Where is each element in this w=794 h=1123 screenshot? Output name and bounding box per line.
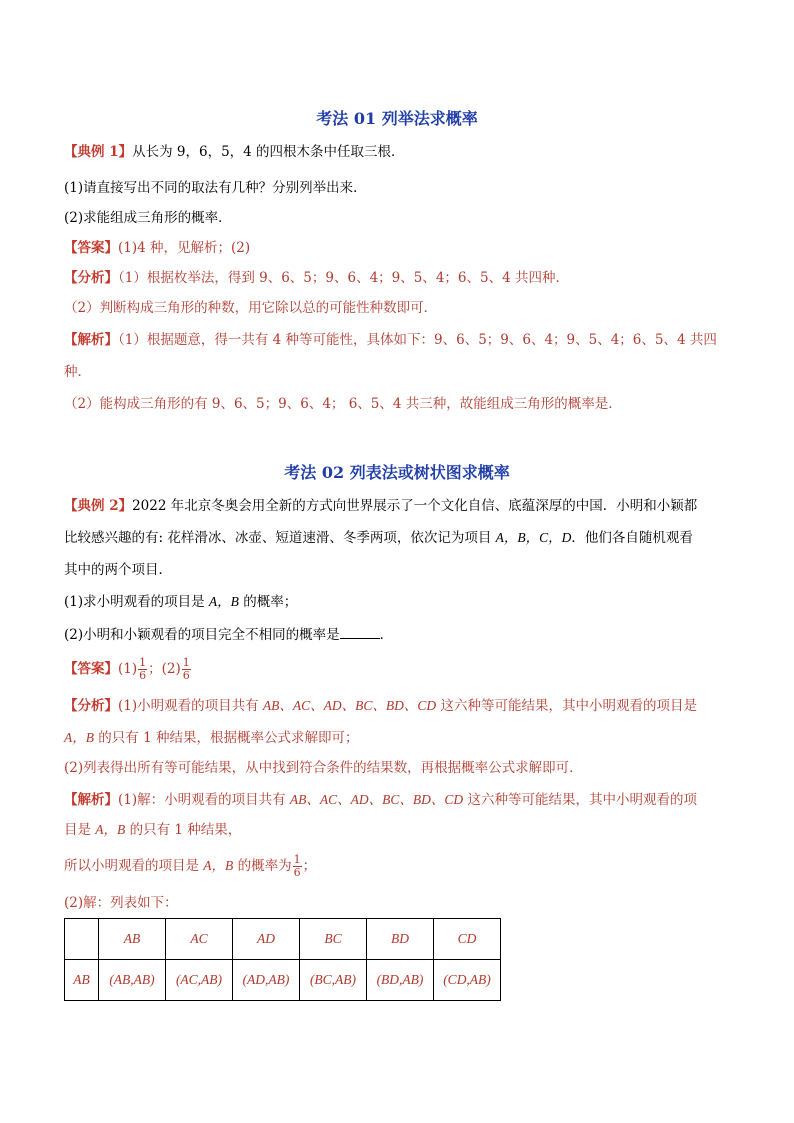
question-text: (1)求小明观看的项目是 [64,594,209,610]
solution-1-part2: （2）能构成三角形的有 9、6、5；9、6、4； 6、5、4 共三种，故能组成三角形的概率是． [64,396,622,412]
table-header-cell: AC [166,919,233,960]
fraction [182,657,191,682]
fraction-denominator: 6 [139,669,147,682]
analysis-text: 的只有 1 种结果，根据概率公式求解即可； [94,730,359,746]
fraction-numerator: 1 [182,656,190,669]
answer-blank [340,624,380,639]
solution-text: （1）根据题意，得一共有 4 种等可能性，具体如下：9、6、5；9、6、4；9、5、4；6、5、4 共四 [118,332,717,348]
example-text: 2022 年北京冬奥会用全新的方式向世界展示了一个文化自信、底蕴深厚的中国．小明和小颖都 [132,498,698,514]
fraction-denominator: 6 [182,669,190,682]
item-letters: A，B [203,858,234,873]
fraction-numerator: 1 [293,853,301,866]
fraction [138,657,147,682]
fraction [293,854,302,879]
pair-list: AB、AC、AD、BC、BD、CD [289,792,464,807]
solution-text: 的只有 1 种结果， [125,822,242,838]
item-letters: A，B，C，D [495,530,572,545]
table-cell: (AC,AB) [166,960,233,1001]
table-header-cell: AB [99,919,166,960]
fraction-denominator: 6 [293,866,301,879]
analysis-text: (1)小明观看的项目共有 [118,698,263,714]
example-2 [64,496,734,516]
table-cell: (BD,AB) [367,960,434,1001]
item-letters: A，B [95,822,126,837]
solution-2 [64,790,734,810]
question-text: 的概率； [238,594,298,610]
table-cell: (BC,AB) [300,960,367,1001]
section-title-1: 考法 01 列举法求概率 [316,109,478,128]
solution-2-line2 [64,820,734,840]
answer-text: (1) [118,661,138,677]
answer-text: (1)4 种，见解析；(2) [118,240,251,256]
example-text: 比较感兴趣的有: 花样滑冰、冰壶、短道速滑、冬季两项，依次记为项目 [64,530,492,546]
answer-tag: 【答案】 [64,661,118,677]
solution-1 [64,330,734,350]
solution-text: 这六种等可能结果，其中小明观看的项 [463,792,697,808]
example-2-line2 [64,528,734,548]
solution-2-line4: (2)解：列表如下： [64,895,178,911]
outcome-table [64,918,501,1001]
analysis-2-part2: (2)列表得出所有等可能结果，从中找到符合条件的结果数，再根据概率公式求解即可． [64,760,583,776]
solution-text: (1)解：小明观看的项目共有 [118,792,290,808]
analysis-tag: 【分析】 [64,270,118,286]
example-2-line3: 其中的两个项目． [64,562,172,578]
solution-1-cont: 种． [64,364,91,380]
answer-2 [64,656,734,682]
example-text: ．他们各自随机观看 [571,530,693,546]
table-header-cell: CD [434,919,501,960]
analysis-1 [64,268,734,288]
analysis-2-line2 [64,728,734,748]
example-tag: 【典例 1】 [64,144,133,160]
table-header-cell [65,919,99,960]
solution-text: 所以小明观看的项目是 [64,858,204,874]
analysis-2 [64,696,734,716]
pair-list: AB、AC、AD、BC、BD、CD [262,698,437,713]
question-text: ． [379,627,394,643]
table-header-cell: AD [233,919,300,960]
solution-text: 目是 [64,822,96,838]
question-2-1 [64,592,734,612]
table-cell: AB [65,960,99,1001]
section-title-2: 考法 02 列表法或树状图求概率 [284,463,510,482]
question-1-1: (1)请直接写出不同的取法有几种？分别列举出来． [64,180,367,196]
fraction-numerator: 1 [139,656,147,669]
solution-text: 的概率为 [233,858,292,874]
item-letters: A，B [208,594,239,609]
table-row [65,960,501,1001]
example-text: 从长为 9，6，5，4 的四根木条中任取三根． [132,144,405,160]
answer-tag: 【答案】 [64,240,118,256]
table-cell: (AB,AB) [99,960,166,1001]
analysis-text: （1）根据枚举法，得到 9、6、5；9、6、4；9、5、4；6、5、4 共四种． [118,270,569,286]
solution-text: ； [302,858,317,874]
analysis-text: 这六种等可能结果，其中小明观看的项目是 [436,698,697,714]
table-header-cell: BC [300,919,367,960]
table-header-row [65,919,501,960]
example-tag: 【典例 2】 [64,498,133,514]
analysis-tag: 【分析】 [64,698,118,714]
table-header-cell: BD [367,919,434,960]
example-1 [64,142,734,162]
item-letters: A，B [64,730,94,745]
answer-1 [64,238,734,258]
table-cell: (CD,AB) [434,960,501,1001]
solution-tag: 【解析】 [64,332,118,348]
solution-tag: 【解析】 [64,792,118,808]
table-cell: (AD,AB) [233,960,300,1001]
question-2-2 [64,624,734,645]
answer-text: ；(2) [148,661,181,677]
question-text: (2)小明和小颖观看的项目完全不相同的概率是 [64,627,340,643]
solution-2-line3 [64,852,734,880]
analysis-1-part2: （2）判断构成三角形的种数，用它除以总的可能性种数即可． [64,300,438,316]
question-1-2: (2)求能组成三角形的概率． [64,210,232,226]
